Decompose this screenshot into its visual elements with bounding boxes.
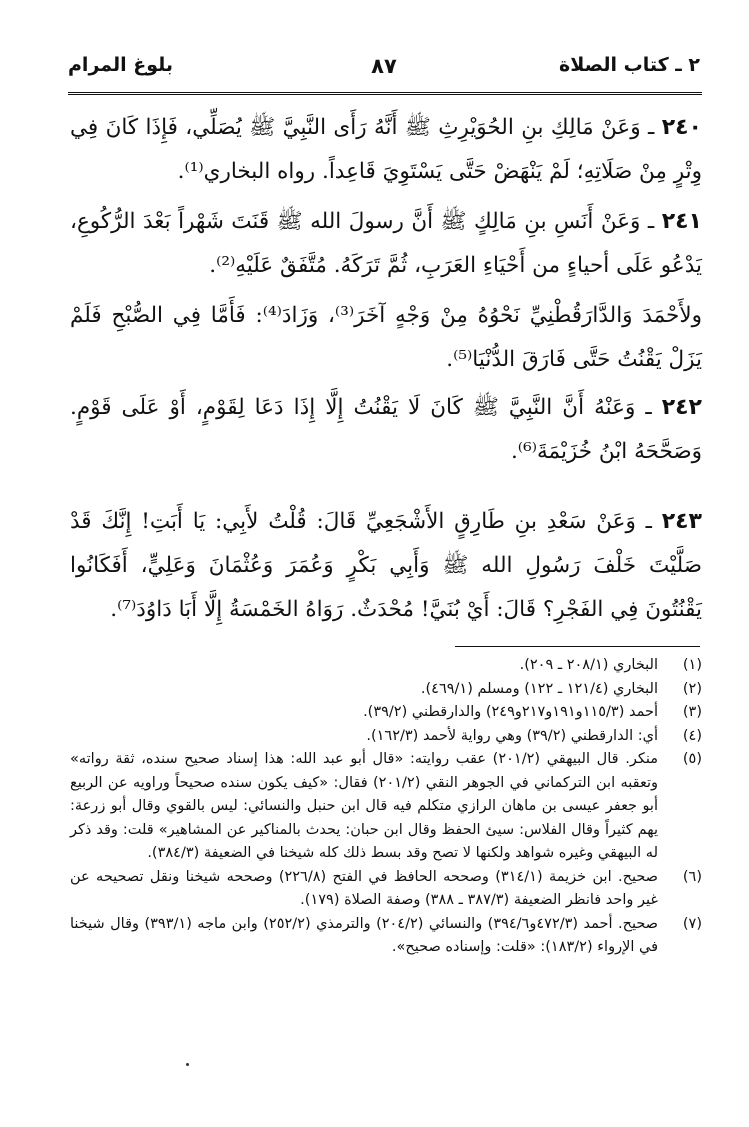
hadith-number: ٢٤١ bbox=[661, 209, 702, 234]
footnote-number: (٢) bbox=[682, 680, 702, 697]
running-header bbox=[68, 54, 700, 92]
footnote-number: (٤) bbox=[682, 727, 702, 744]
hadith-243 bbox=[70, 500, 702, 632]
book-title: بلوغ المرام bbox=[68, 54, 174, 76]
hadith-number: ٢٤٣ bbox=[661, 509, 702, 534]
hadith-number: ٢٤٢ bbox=[661, 395, 702, 420]
hadith-242 bbox=[70, 386, 702, 474]
footnote-divider bbox=[455, 646, 700, 647]
footnote bbox=[70, 866, 702, 913]
hadith-text: ـ وَعَنْ أَنَسِ بنِ مَالِكٍ ﷺ أَنَّ رسولَ الله ﷺ قَنَتَ شَهْراً بَعْدَ الرُّكُوعِ، يَدْعُو عَلَى أحياءٍ من أَحْيَاءِ العَرَبِ، ثُمَّ تَرَكَهُ. مُتَّفَقٌ عَلَيْهِ⁽²⁾. bbox=[70, 209, 702, 278]
footnote bbox=[70, 725, 702, 749]
hadith-text: ـ وَعَنْ مَالِكِ بنِ الحُوَيْرِثِ ﷺ أَنَّهُ رَأَى النَّبِيَّ ﷺ يُصَلِّي، فَإِذَا كَانَ فِي وِتْرٍ مِنْ صَلَاتِهِ؛ لَمْ يَنْهَضْ حَتَّى يَسْتَوِيَ قَاعِداً. رواه البخاري⁽¹⁾. bbox=[70, 115, 702, 184]
footnote-number: (٣) bbox=[682, 704, 702, 720]
footnote bbox=[70, 654, 702, 678]
hadith-number: ٢٤٠ bbox=[661, 115, 702, 140]
footnote-number: (٧) bbox=[682, 915, 702, 932]
footnote-text: أي: الدارقطني (٣٩/٢) وهي رواية لأحمد (١٦٢/٣). bbox=[366, 727, 658, 744]
footnotes bbox=[70, 654, 702, 960]
footnote-number: (١) bbox=[682, 657, 702, 673]
footnote bbox=[70, 913, 702, 960]
footnote-text: صحيح. أحمد (٤٧٢/٣و٣٩٤/٦) والنسائي (٢٠٤/٢) والترمذي (٢٥٢/٢) وابن ماجه (٣٩٣/١) وقال شيخنا في الإرواء (١٨٣/٢): «قلت: وإسناده صحيح». bbox=[70, 915, 658, 955]
hadith-240 bbox=[70, 106, 702, 194]
chapter-title: ٢ ـ كتاب الصلاة bbox=[559, 54, 700, 76]
header-divider bbox=[68, 92, 702, 95]
footnote bbox=[70, 678, 702, 702]
hadith-241 bbox=[70, 200, 702, 288]
footnote-text: أحمد (١١٥/٣و١٩١و٢١٧و٢٤٩) والدارقطني (٣٩/٢). bbox=[363, 704, 658, 720]
footnote-text: منكر. قال البيهقي (٢٠١/٢) عقب روايته: «قال أبو عبد الله: هذا إسناد صحيح سنده، ثقة رواته» وتعقبه ابن التركماني في الجوهر النقي (٢٠١/٢) فقال: «كيف يكون سنده صحيحاً وراويه عن الربيع أبو جعفر عيسى بن ماهان الرازي متكلم فيه قال ابن حنبل والنسائي: ليس بالقوي وقال أبو زرعة: يهم كثيراً وقال الفلاس: سيئ الحفظ وقال ابن حبان: يحدث بالمناكير عن المشاهير» قلت: وقد ذكر له البيهقي وغيره شواهد ولكنها لا تصح وقد بسط ذلك كله شيخنا في الضعيفة (٣٨٤/٣). bbox=[70, 751, 658, 861]
hadith-text: ـ وَعَنْهُ أَنَّ النَّبِيَّ ﷺ كَانَ لَا يَقْنُتُ إِلَّا إِذَا دَعَا لِقَوْمٍ، أَوْ عَلَى قَوْمٍ. وَصَحَّحَهُ ابْنُ خُزَيْمَةَ⁽⁶⁾. bbox=[70, 395, 702, 464]
footnote-text: صحيح. ابن خزيمة (٣١٤/١) وصححه الحافظ في الفتح (٢٢٦/٨) وصححه شيخنا ونقل تصحيحه عن غير واحد فانظر الضعيفة (٣٨٧/٣ ـ ٣٨٨) وصفة الصلاة (١٧٩). bbox=[70, 868, 658, 908]
footnote-number: (٦) bbox=[682, 868, 702, 885]
footnote-number: (٥) bbox=[682, 751, 702, 767]
page-number: ٨٧ bbox=[371, 54, 397, 78]
print-speck bbox=[186, 1063, 189, 1066]
footnote bbox=[70, 748, 702, 866]
footnote-text: البخاري (٢٠٨/١ ـ ٢٠٩). bbox=[519, 657, 658, 673]
hadith-text: ولأَحْمَدَ وَالدَّارَقُطْنِيِّ نَحْوُهُ مِنْ وَجْهٍ آخَرَ⁽³⁾، وَزَادَ⁽⁴⁾: فَأَمَّا فِي الصُّبْحِ فَلَمْ يَزَلْ يَقْنُتُ حَتَّى فَارَقَ الدُّنْيَا⁽⁵⁾. bbox=[70, 303, 702, 372]
footnote bbox=[70, 701, 702, 725]
hadith-text: ـ وَعَنْ سَعْدِ بنِ طَارِقٍ الأَشْجَعِيِّ قَالَ: قُلْتُ لأَبِي: يَا أَبَتِ! إِنَّكَ قَدْ صَلَّيْتَ خَلْفَ رَسُولِ الله ﷺ وَأَبِي بَكْرٍ وَعُمَرَ وَعُثْمَانَ وَعَلِيٍّ، أَفَكَانُوا يَقْنُتُونَ فِي الفَجْرِ؟ قَالَ: أَيْ بُنَيَّ! مُحْدَثٌ. رَوَاهُ الخَمْسَةُ إِلَّا أَبَا دَاوُدَ⁽⁷⁾. bbox=[70, 509, 702, 622]
hadith-241-addition bbox=[70, 294, 702, 382]
footnote-text: البخاري (١٢١/٤ ـ ١٢٢) ومسلم (٤٦٩/١). bbox=[420, 680, 658, 697]
